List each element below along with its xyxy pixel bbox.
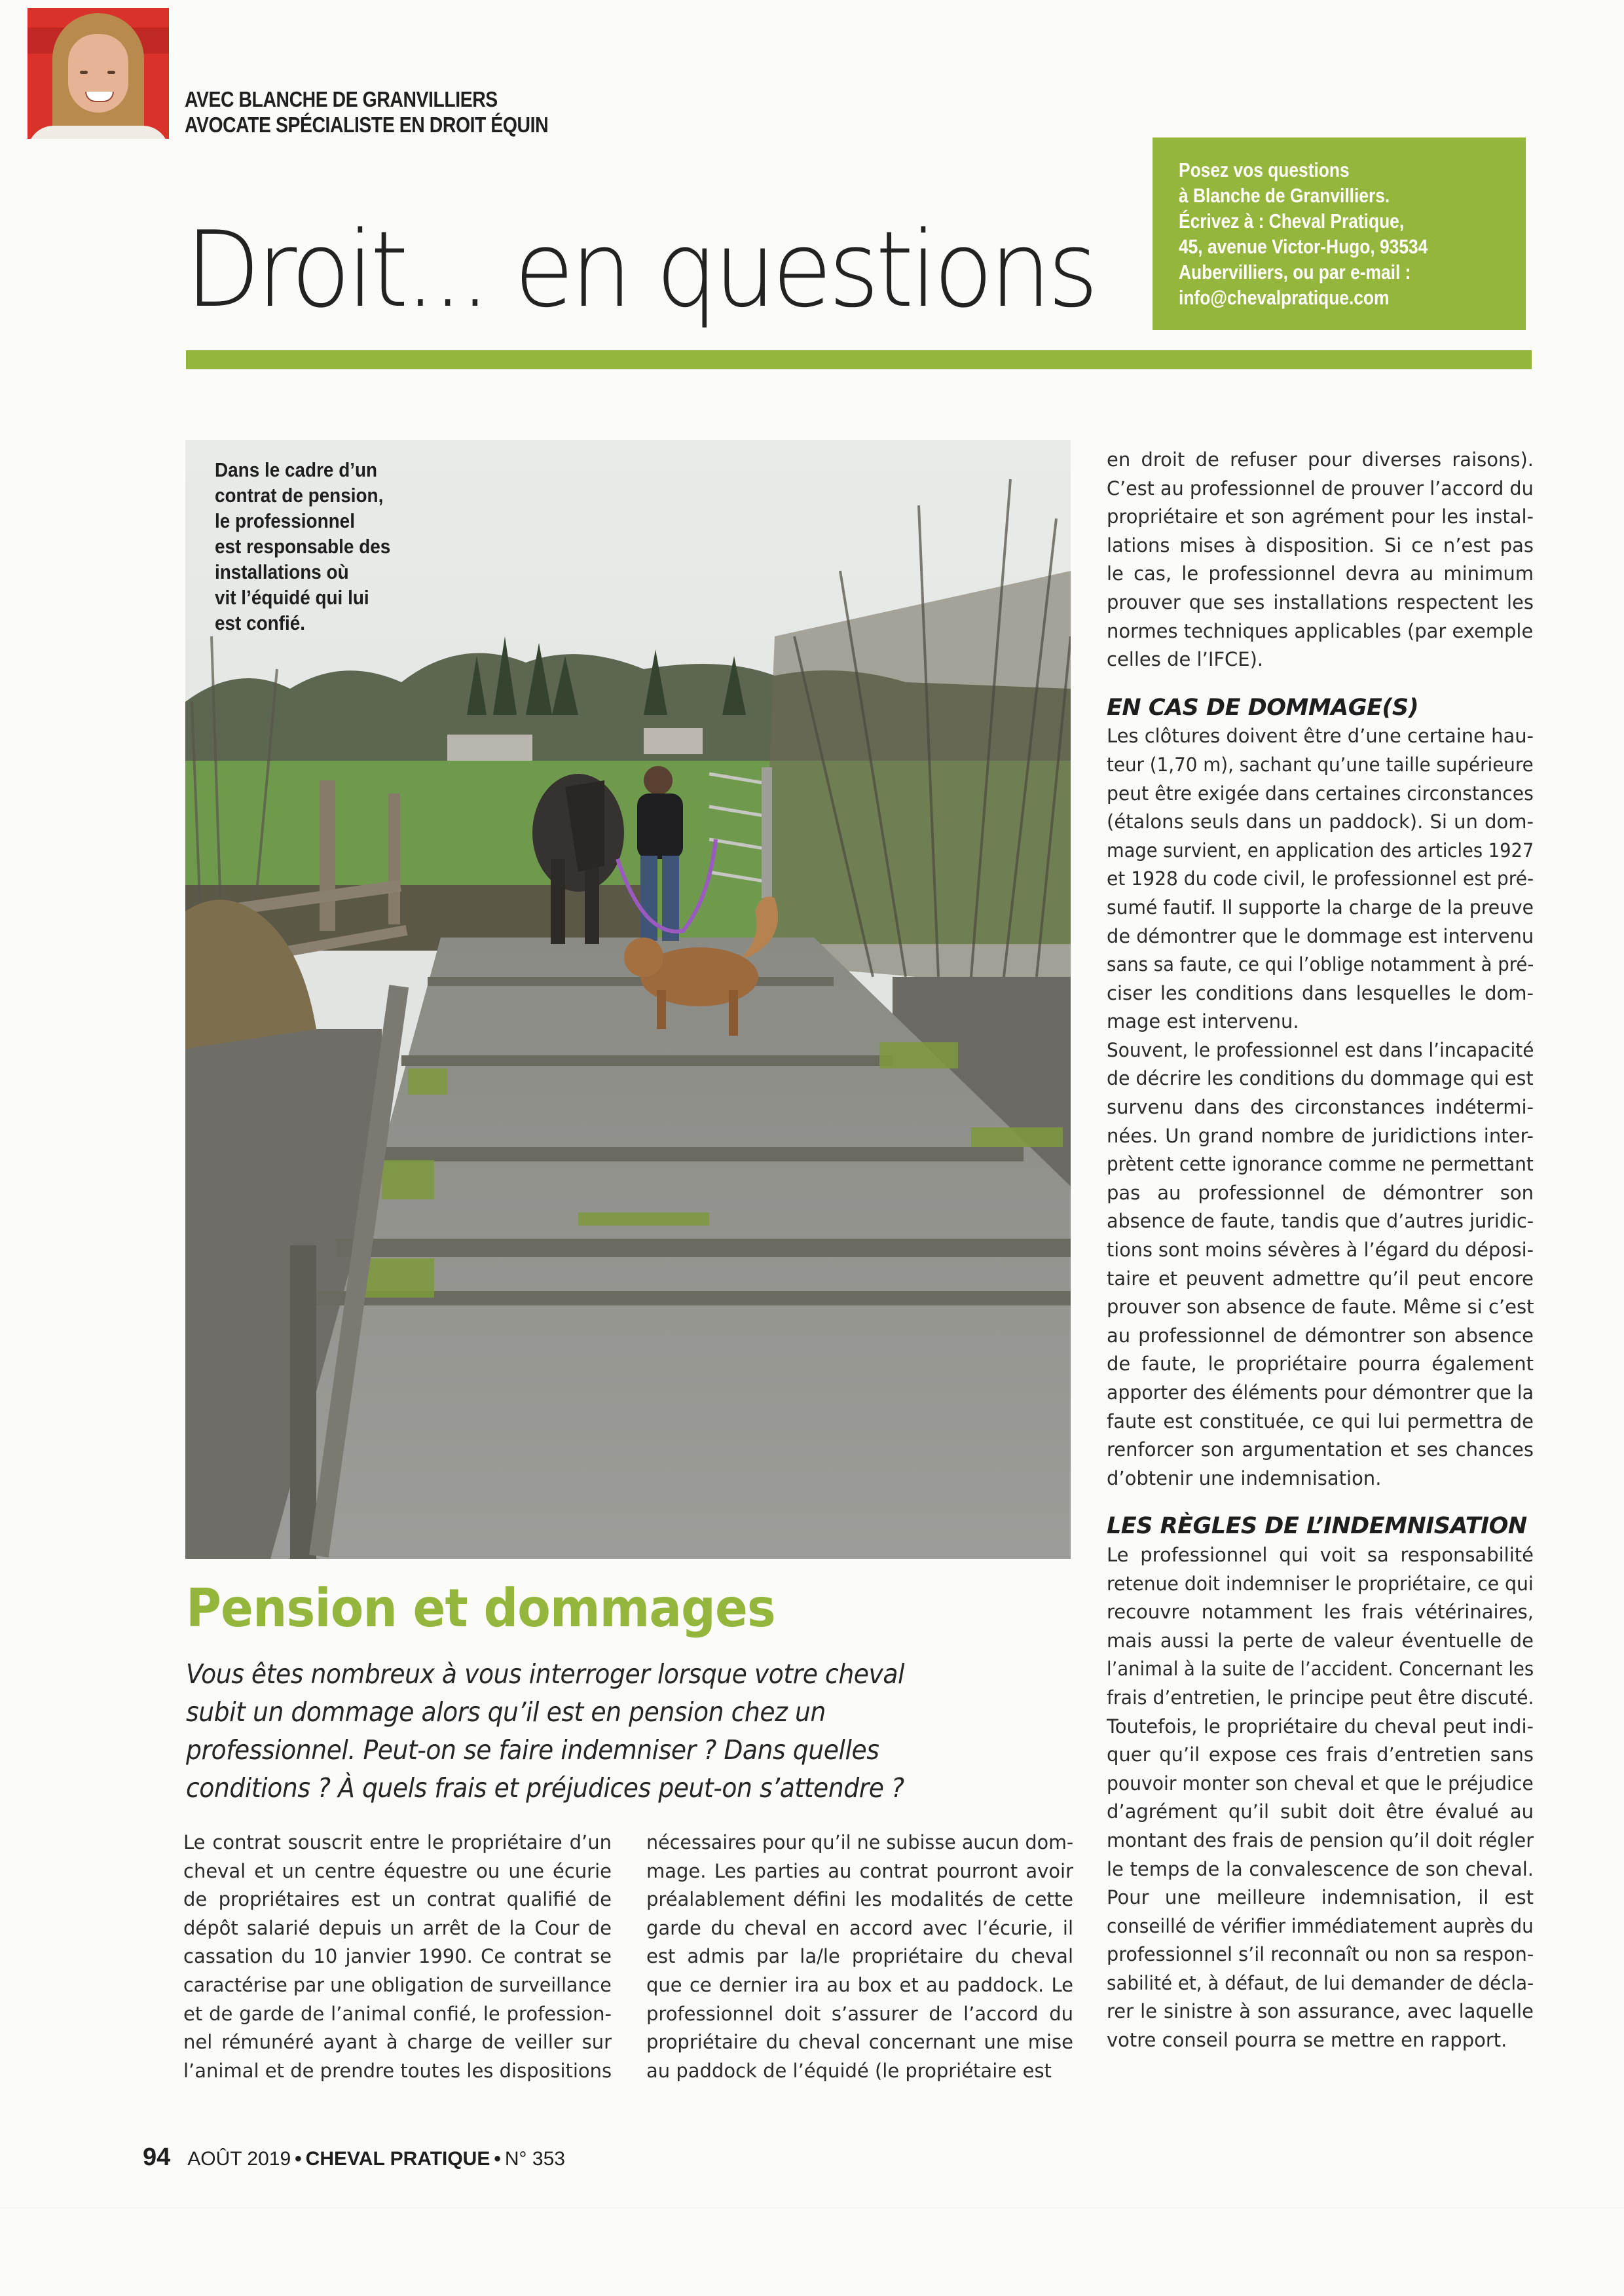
body-column-3: [1107, 446, 1534, 2055]
text-line: normes techniques applicables (par exemple: [1107, 619, 1534, 642]
text-line: faute est constituée, ce qui lui permettra de: [1107, 1410, 1534, 1432]
photo-caption: [215, 457, 410, 636]
lede-line: Vous êtes nombreux à vous interroger lorsque votre cheval: [186, 1658, 905, 1690]
text-line: que ce dernier ira au box et au paddock. Le: [646, 1973, 1073, 1996]
author-portrait: [28, 8, 169, 139]
text-line: en droit de refuser pour diverses raisons).: [1107, 448, 1534, 471]
text-line: dépôt salarié depuis un arrêt de la Cour de: [183, 1916, 612, 1939]
caption-line: installations où: [215, 560, 349, 583]
text-line: l’animal à la suite de l’accident. Concernant les: [1107, 1658, 1534, 1681]
text-line: apporter des éléments pour démontrer que la: [1107, 1381, 1534, 1404]
col3-intro: [1107, 446, 1534, 674]
text-line: professionnel s’il reconnaît ou non sa respon-: [1107, 1943, 1534, 1966]
text-line: professionnel doit s’assurer de l’accord du: [646, 2002, 1073, 2025]
text-line: préalablement défini les modalités de cette: [646, 1888, 1073, 1911]
text-line: C’est au professionnel de prouver l’accord du: [1107, 477, 1534, 500]
text-line: mage est intervenu.: [1107, 1010, 1299, 1033]
text-line: absence de faute, tandis que d’autres juridic-: [1107, 1210, 1534, 1233]
caption-line: le professionnel: [215, 509, 355, 532]
lede-line: conditions ? À quels frais et préjudices peut-on s’attendre ?: [186, 1772, 904, 1804]
text-line: nécessaires pour qu’il ne subisse aucun dom-: [646, 1831, 1074, 1853]
text-line: (étalons seuls dans un paddock). Si un dom-: [1107, 811, 1534, 833]
text-line: conseillé de vérifier immédiatement auprès du: [1107, 1914, 1534, 1937]
section-dommages-text: [1107, 722, 1534, 1493]
text-line: montant des frais de pension qu’il doit régler: [1107, 1829, 1534, 1851]
subheading-indemnisation: LES RÈGLES DE L’INDEMNISATION: [1107, 1513, 1527, 1540]
text-line: Souvent, le professionnel est dans l’incapacité: [1107, 1038, 1534, 1061]
text-line: est admis par la/le propriétaire du cheval: [646, 1945, 1073, 1968]
text-line: quer qu’il expose ces frais d’entretien sans: [1107, 1743, 1534, 1766]
contact-line: Écrivez à : Cheval Pratique,: [1179, 210, 1405, 232]
text-line: cassation du 10 janvier 1990. Ce contrat se: [183, 1945, 612, 1968]
text-line: peut être exigée dans certaines circonstances: [1107, 782, 1534, 805]
author-name: AVEC BLANCHE DE GRANVILLIERS: [185, 87, 498, 111]
text-line: votre conseil pourra se mettre en rapport.: [1107, 2029, 1507, 2052]
text-line: frais d’entretien, le principe peut être discuté.: [1107, 1686, 1534, 1709]
text-line: prètent cette ignorance comme ne permettant: [1107, 1153, 1534, 1176]
page-footer: [143, 2143, 565, 2172]
text-line: caractérise par une obligation de surveillance: [183, 1973, 612, 1996]
contact-line: Aubervilliers, ou par e-mail :: [1179, 261, 1411, 283]
text-line: de propriétaires est un contrat qualifié de: [183, 1888, 612, 1911]
text-line: de faute, le propriétaire pourra également: [1107, 1353, 1534, 1376]
magazine-name: CHEVAL PRATIQUE: [305, 2148, 490, 2170]
body-column-1: [183, 1829, 612, 2085]
text-line: d’agrément qu’il subit doit être évalué au: [1107, 1800, 1534, 1823]
separator: •: [295, 2148, 302, 2170]
caption-line: contrat de pension,: [215, 484, 384, 507]
text-line: propriétaire et son agrément pour les instal-: [1107, 505, 1534, 528]
contact-email[interactable]: info@chevalpratique.com: [1179, 286, 1390, 309]
text-line: sans sa faute, ce qui l’oblige notamment à pré-: [1107, 953, 1534, 976]
contact-line: 45, avenue Victor-Hugo, 93534: [1179, 235, 1428, 258]
article-title: Pension et dommages: [186, 1578, 775, 1639]
text-line: Pour une meilleure indemnisation, il est: [1107, 1886, 1534, 1909]
text-line: prouver son absence de faute. Même si c’est: [1107, 1296, 1534, 1319]
text-line: celles de l’IFCE).: [1107, 648, 1264, 671]
contact-box: [1153, 137, 1526, 330]
text-line: recouvre notamment les frais vétérinaires,: [1107, 1601, 1534, 1624]
text-line: Les clôtures doivent être d’une certaine hau-: [1107, 725, 1534, 748]
text-line: de décrire les conditions du dommage qui est: [1107, 1067, 1534, 1090]
text-line: mais aussi la perte de valeur éventuelle de: [1107, 1629, 1534, 1652]
contact-line: à Blanche de Granvilliers.: [1179, 184, 1390, 207]
text-line: Le professionnel qui voit sa responsabilité: [1107, 1543, 1534, 1566]
text-line: pouvoir monter son cheval et que le préjudice: [1107, 1772, 1534, 1795]
page-number: 94: [143, 2143, 171, 2171]
text-line: au professionnel de démontrer son absence: [1107, 1324, 1534, 1347]
caption-line: est responsable des: [215, 535, 391, 558]
caption-line: est confié.: [215, 611, 305, 634]
text-line: sabilité et, à défaut, de lui demander de décla-: [1107, 1971, 1534, 1994]
text-line: Toutefois, le propriétaire du cheval peut indi-: [1107, 1715, 1534, 1738]
text-line: teur (1,70 m), sachant qu’une taille supérieure: [1107, 753, 1534, 776]
text-line: Le contrat souscrit entre le propriétaire d’un: [183, 1831, 612, 1853]
text-line: et de garde de l’animal confié, le profession-: [183, 2002, 612, 2025]
title-underline-bar: [186, 350, 1532, 369]
text-line: propriétaire du cheval concernant une mise: [646, 2031, 1073, 2054]
text-line: lations mises à disposition. Si ce n’est pas: [1107, 534, 1534, 556]
subheading-dommages: EN CAS DE DOMMAGE(S): [1107, 694, 1419, 721]
issue-number: N° 353: [504, 2148, 565, 2170]
text-line: nel rémunéré ayant à charge de veiller sur: [183, 2031, 612, 2054]
text-line: l’animal et de prendre toutes les dispositions: [183, 2059, 612, 2082]
lede-line: professionnel. Peut-on se faire indemniser ? Dans quelles: [186, 1734, 879, 1766]
text-line: de démontrer que le dommage est intervenu: [1107, 924, 1534, 947]
text-line: garde du cheval en accord avec l’écurie, il: [646, 1916, 1073, 1939]
text-line: renforcer son argumentation et ses chances: [1107, 1438, 1534, 1461]
separator: •: [494, 2148, 501, 2170]
author-role: AVOCATE SPÉCIALISTE EN DROIT ÉQUIN: [185, 113, 549, 137]
text-line: nées. Un grand nombre de juridictions inter-: [1107, 1124, 1534, 1147]
section-indemnisation-text: [1107, 1541, 1534, 2055]
contact-line: Posez vos questions: [1179, 158, 1350, 181]
text-line: survenu dans des circonstances indétermi-: [1107, 1096, 1534, 1119]
text-line: d’obtenir une indemnisation.: [1107, 1467, 1382, 1489]
text-line: mage. Les parties au contrat pourront avoir: [646, 1859, 1073, 1882]
text-line: mage survient, en application des articles 1927: [1107, 839, 1534, 862]
text-line: prouver que ses installations respectent les: [1107, 591, 1534, 613]
text-line: le temps de la convalescence de son cheval.: [1107, 1857, 1534, 1880]
text-line: cheval et un centre équestre ou une écurie: [183, 1859, 612, 1882]
text-line: tions sont moins sévères à l’égard du déposi-: [1107, 1239, 1534, 1262]
text-line: le cas, le professionnel devra au minimum: [1107, 562, 1534, 585]
text-line: retenue doit indemniser le propriétaire, ce qui: [1107, 1572, 1534, 1595]
caption-line: Dans le cadre d’un: [215, 458, 378, 481]
text-line: pas au professionnel de démontrer son: [1107, 1181, 1534, 1204]
caption-line: vit l’équidé qui lui: [215, 586, 369, 609]
section-title: Droit... en questions: [185, 208, 1095, 331]
text-line: rer le sinistre à son assurance, avec laquelle: [1107, 2000, 1534, 2023]
text-line: et 1928 du code civil, le professionnel est pré-: [1107, 867, 1534, 890]
lede-line: subit un dommage alors qu’il est en pension chez un: [186, 1696, 826, 1728]
issue-date: AOÛT 2019: [187, 2148, 291, 2170]
text-line: sumé fautif. Il supporte la charge de la preuve: [1107, 896, 1534, 919]
text-line: ciser les conditions dans lesquelles le dom-: [1107, 981, 1534, 1004]
article-lede: [186, 1655, 959, 1807]
text-line: taire et peuvent admettre qu’il peut encore: [1107, 1267, 1534, 1290]
body-column-2: [646, 1829, 1073, 2085]
text-line: au paddock de l’équidé (le propriétaire est: [646, 2059, 1052, 2082]
